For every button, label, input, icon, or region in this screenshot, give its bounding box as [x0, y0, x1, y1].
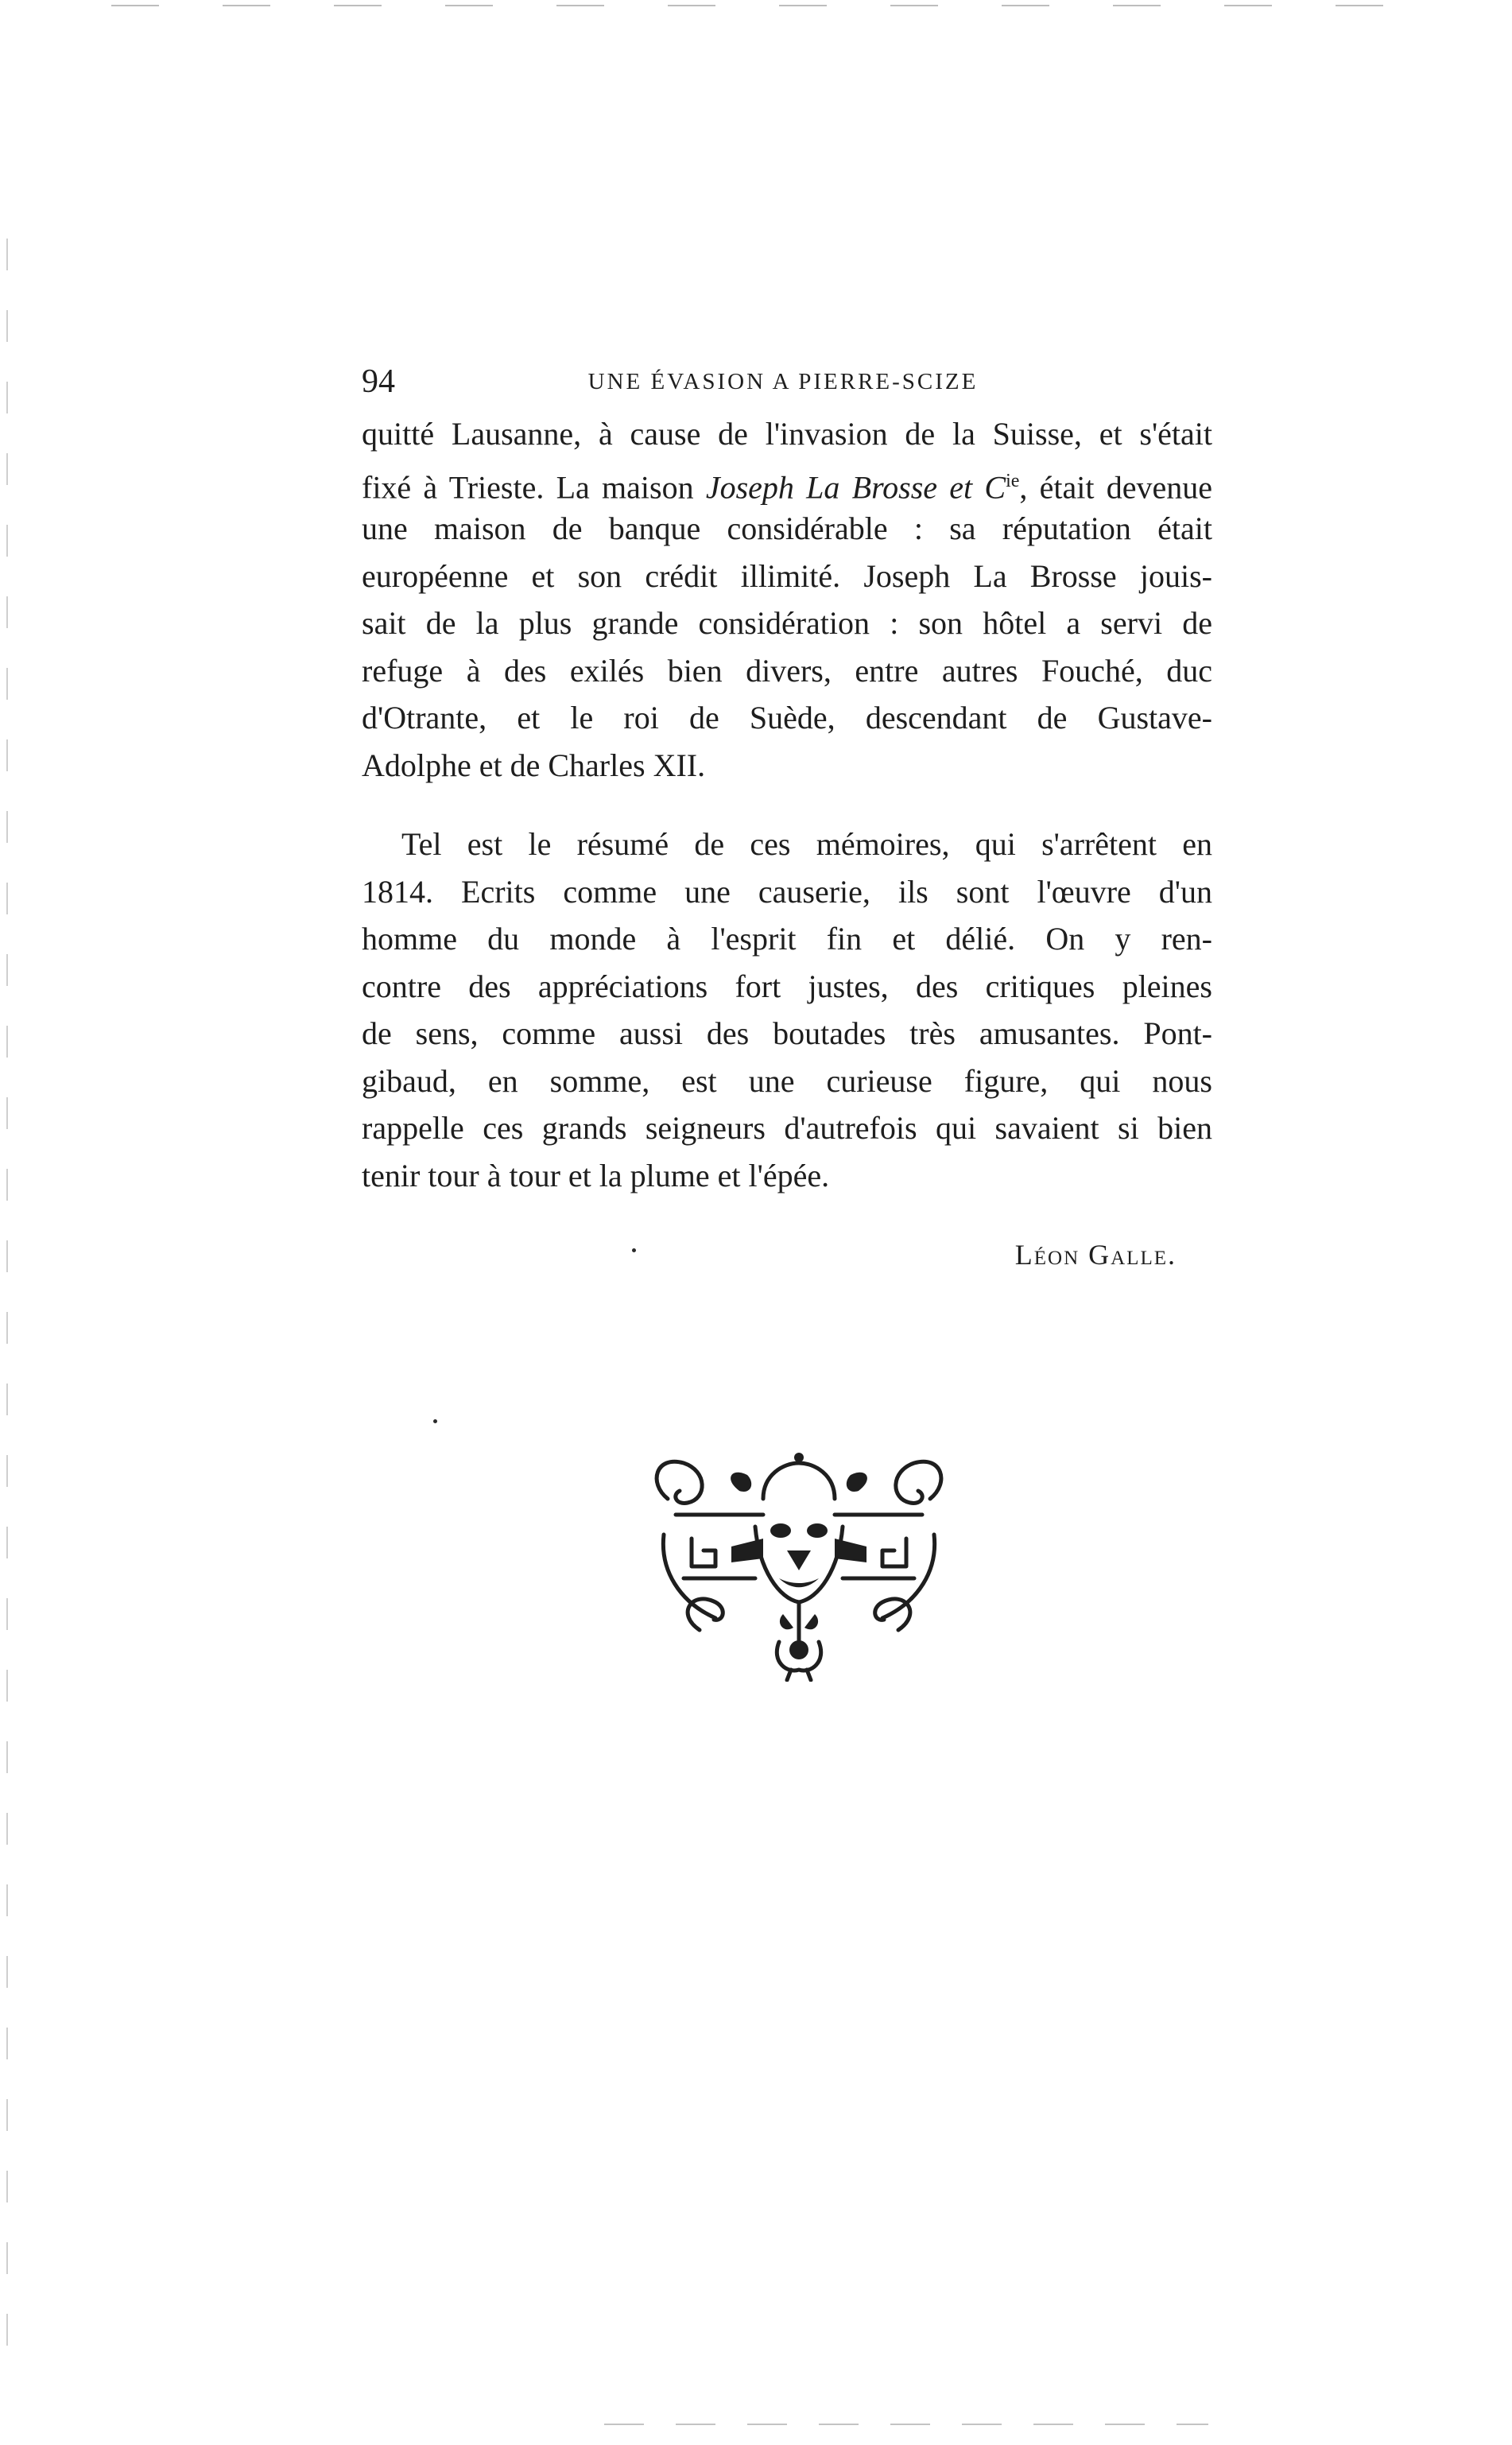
paragraph-1: [362, 410, 1212, 789]
firm-name-superscript: ie: [1006, 470, 1020, 491]
body-text: [362, 410, 1212, 1199]
text-line: d'Otrante, et le roi de Suède, descendant de Gustave-: [362, 700, 1212, 735]
text-line: une maison de banque considérable : sa réputation était: [362, 510, 1212, 546]
ink-speck: [433, 1419, 437, 1423]
text-line: tenir tour à tour et la plume et l'épée.: [362, 1157, 830, 1193]
scan-edge-left: [6, 239, 8, 2385]
text-line: refuge à des exilés bien divers, entre autres Fouché, duc: [362, 652, 1212, 689]
paragraph-2: [362, 821, 1212, 1199]
text-line: gibaud, en somme, est une curieuse figure, qui nous: [362, 1062, 1212, 1099]
grotesque-mask-tailpiece-icon: [644, 1451, 954, 1682]
text-line: contre des appréciations fort justes, des critiques pleines: [362, 968, 1212, 1004]
text-line: Tel est le résumé de ces mémoires, qui s'arrêtent en: [401, 826, 1212, 862]
text-line: de sens, comme aussi des boutades très amusantes. Pont-: [362, 1015, 1212, 1051]
author-signature: Léon Galle.: [1014, 1239, 1177, 1271]
text-line: homme du monde à l'esprit fin et délié. On y ren-: [362, 921, 1212, 957]
text-line: [362, 458, 1212, 506]
running-head: [362, 358, 1204, 406]
text-line: européenne et son crédit illimité. Joseph La Brosse jouis-: [362, 557, 1212, 594]
text-line: sait de la plus grande considération : son hôtel a servi de: [362, 605, 1212, 641]
text-line-segment: fixé à Trieste. La maison: [362, 468, 706, 505]
text-line: 1814. Ecrits comme une causerie, ils sont l'œuvre d'un: [362, 873, 1212, 910]
ink-speck: [632, 1248, 636, 1252]
text-line: Adolphe et de Charles XII.: [362, 747, 706, 783]
page-number: 94: [362, 363, 395, 400]
running-title: UNE ÉVASION A PIERRE-SCIZE: [587, 369, 979, 394]
firm-name: Joseph La Brosse et C: [705, 468, 1006, 505]
scan-edge-bottom: [604, 2424, 1208, 2425]
text-line: quitté Lausanne, à cause de l'invasion de la Suisse, et s'était: [362, 416, 1212, 452]
text-line: rappelle ces grands seigneurs d'autrefois qui savaient si bien: [362, 1110, 1212, 1146]
paragraph-gap: [362, 789, 1212, 821]
scan-edge-top: [111, 5, 1383, 6]
text-line-segment: , était devenue: [1019, 468, 1213, 505]
